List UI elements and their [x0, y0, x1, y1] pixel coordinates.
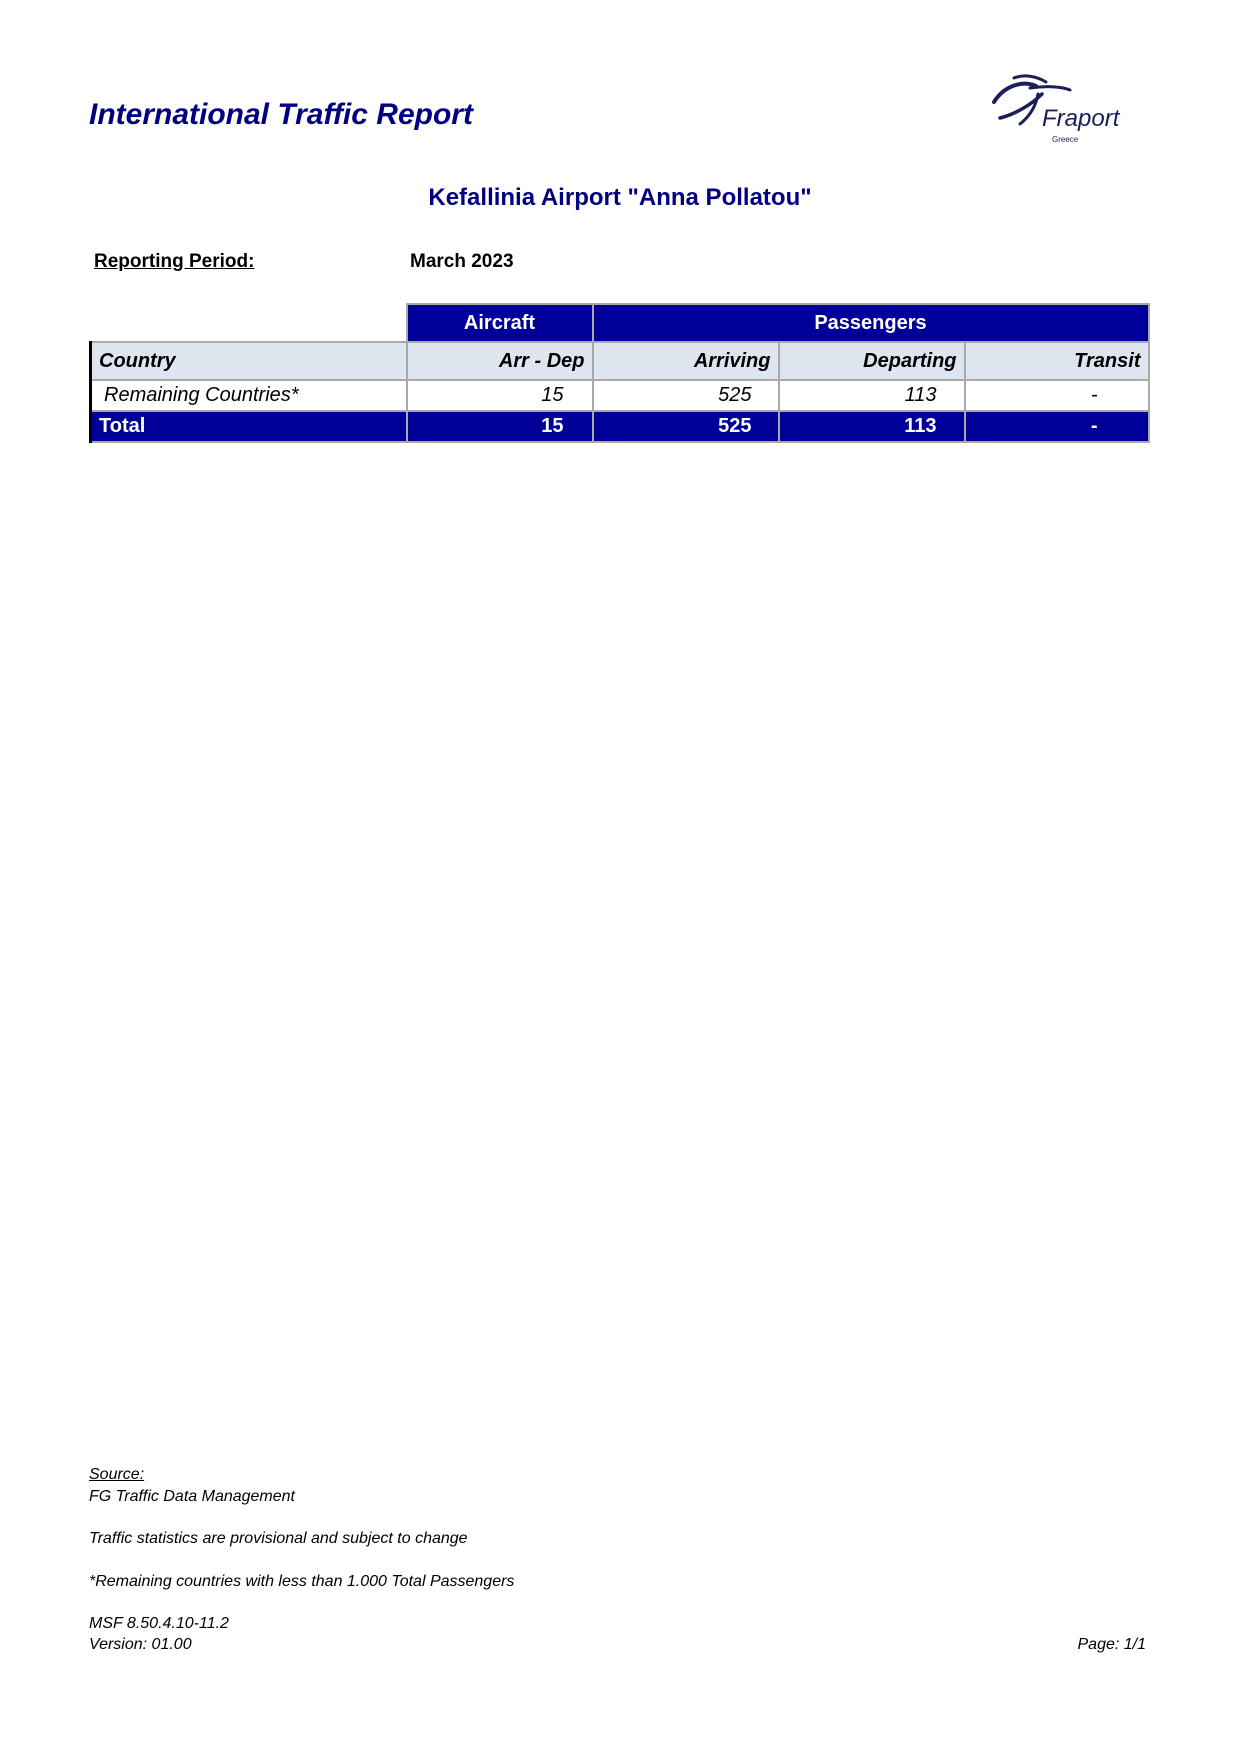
passengers-group-header: Passengers — [593, 304, 1149, 342]
transit-column-header: Transit — [965, 342, 1149, 380]
document-code: MSF 8.50.4.10-11.2 — [89, 1615, 229, 1632]
arriving-column-header: Arriving — [593, 342, 779, 380]
arr-dep-cell: 15 — [407, 380, 593, 411]
departing-cell: 113 — [779, 380, 965, 411]
departing-column-header: Departing — [779, 342, 965, 380]
transit-cell: - — [965, 380, 1149, 411]
total-departing-cell: 113 — [779, 411, 965, 442]
total-row — [91, 411, 1149, 442]
total-transit-cell: - — [965, 411, 1149, 442]
page-number: Page: 1/1 — [1077, 1636, 1146, 1653]
version-text: Version: 01.00 — [89, 1636, 192, 1653]
report-title: International Traffic Report — [89, 98, 473, 131]
arr-dep-column-header: Arr - Dep — [407, 342, 593, 380]
table-row — [91, 380, 1149, 411]
reporting-period-value: March 2023 — [410, 251, 514, 272]
arriving-cell: 525 — [593, 380, 779, 411]
aircraft-group-header: Aircraft — [407, 304, 593, 342]
total-arriving-cell: 525 — [593, 411, 779, 442]
group-header-row — [91, 304, 1149, 342]
provisional-note: Traffic statistics are provisional and subject to change — [89, 1530, 468, 1547]
fraport-logo — [990, 74, 1140, 156]
airport-title: Kefallinia Airport "Anna Pollatou" — [428, 184, 812, 211]
country-cell: Remaining Countries* — [91, 380, 407, 411]
source-label: Source: — [89, 1466, 145, 1483]
reporting-period-label: Reporting Period: — [94, 251, 255, 272]
logo-subtext: Greece — [1052, 135, 1079, 144]
fraport-logo-mark — [990, 74, 1140, 156]
remaining-countries-note: *Remaining countries with less than 1.000 Total Passengers — [89, 1573, 515, 1590]
country-column-header: Country — [91, 342, 407, 380]
traffic-table — [89, 303, 1150, 443]
total-label-cell: Total — [91, 411, 407, 442]
logo-wordmark: Fraport — [1042, 105, 1120, 132]
column-header-row — [91, 342, 1149, 380]
total-arr-dep-cell: 15 — [407, 411, 593, 442]
blank-cell — [91, 304, 407, 342]
source-value: FG Traffic Data Management — [89, 1488, 295, 1505]
